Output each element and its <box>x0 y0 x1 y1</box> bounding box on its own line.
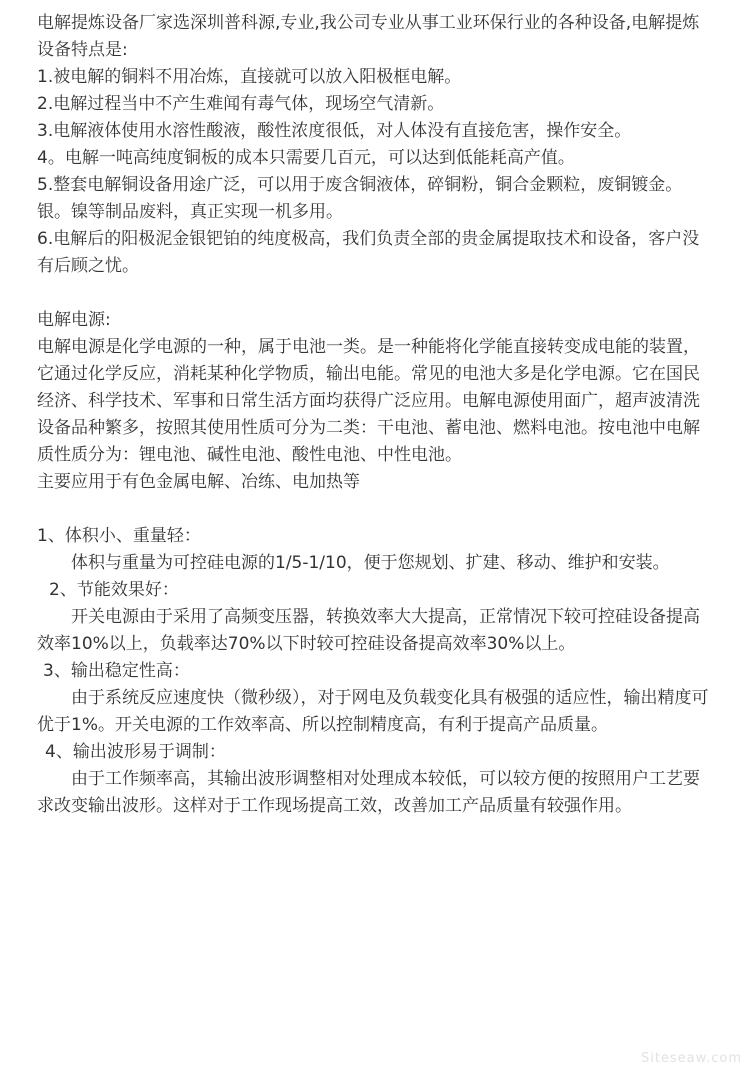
spacer <box>37 280 710 307</box>
section-paragraph: 电解电源是化学电源的一种，属于电池一类。是一种能将化学能直接转变成电能的装置，它通过化学反应，消耗某种化学物质，输出电能。常见的电池大多是化学电源。它在国民经济、科学技术、军事和日常生活方面均获得广泛应用。电解电源使用面广，超声波清洗设备品种繁多，按照其使用性质可分为二类：干电池、蓄电池、燃料电池。按电池中电解质性质分为：锂电池、碱性电池、酸性电池、中性电池。 <box>37 337 700 465</box>
section-heading: 电解电源: <box>37 310 111 330</box>
list-item: 6.电解后的阳极泥金银钯铂的纯度极高，我们负责全部的贵金属提取技术和设备，客户没有后顾之忧。 <box>37 229 700 276</box>
list-item: 4。电解一吨高纯度铜板的成本只需要几百元，可以达到低能耗高产值。 <box>37 148 575 168</box>
list-item: 1.被电解的铜料不用冶炼，直接就可以放入阳极框电解。 <box>37 67 462 87</box>
feature-description: 开关电源由于采用了高频变压器，转换效率大大提高，正常情况下较可控硅设备提高效率10%以上，负载率达70%以下时较可控硅设备提高效率30%以上。 <box>37 607 700 654</box>
applications-line: 主要应用于有色金属电解、冶练、电加热等 <box>37 472 360 492</box>
list-item: 3.电解液体使用水溶性酸液，酸性浓度很低，对人体没有直接危害，操作安全。 <box>37 121 632 141</box>
list-item: 2.电解过程当中不产生难闻有毒气体，现场空气清新。 <box>37 94 445 114</box>
feature-title: 3、输出稳定性高： <box>43 661 190 681</box>
feature-description: 由于工作频率高，其输出波形调整相对处理成本较低，可以较方便的按照用户工艺要求改变输出波形。这样对于工作现场提高工效，改善加工产品质量有较强作用。 <box>37 769 700 816</box>
list-item: 5.整套电解铜设备用途广泛，可以用于废含铜液体，碎铜粉，铜合金颗粒，废铜镀金。银。镍等制品废料，真正实现一机多用。 <box>37 175 683 222</box>
feature-title: 2、节能效果好： <box>49 580 179 600</box>
feature-title: 4、输出波形易于调制： <box>45 742 226 762</box>
spacer <box>37 496 710 523</box>
feature-description: 体积与重量为可控硅电源的1/5-1/10，便于您规划、扩建、移动、维护和安装。 <box>71 553 670 573</box>
feature-title: 1、体积小、重量轻： <box>37 526 201 546</box>
feature-description: 由于系统反应速度快（微秒级），对于网电及负载变化具有极强的适应性，输出精度可优于1%。开关电源的工作效率高、所以控制精度高，有利于提高产品质量。 <box>37 688 709 735</box>
watermark: Siteseaw.com <box>640 1051 742 1066</box>
intro-paragraph: 电解提炼设备厂家选深圳普科源,专业,我公司专业从事工业环保行业的各种设备,电解提炼设备特点是: <box>37 13 700 60</box>
